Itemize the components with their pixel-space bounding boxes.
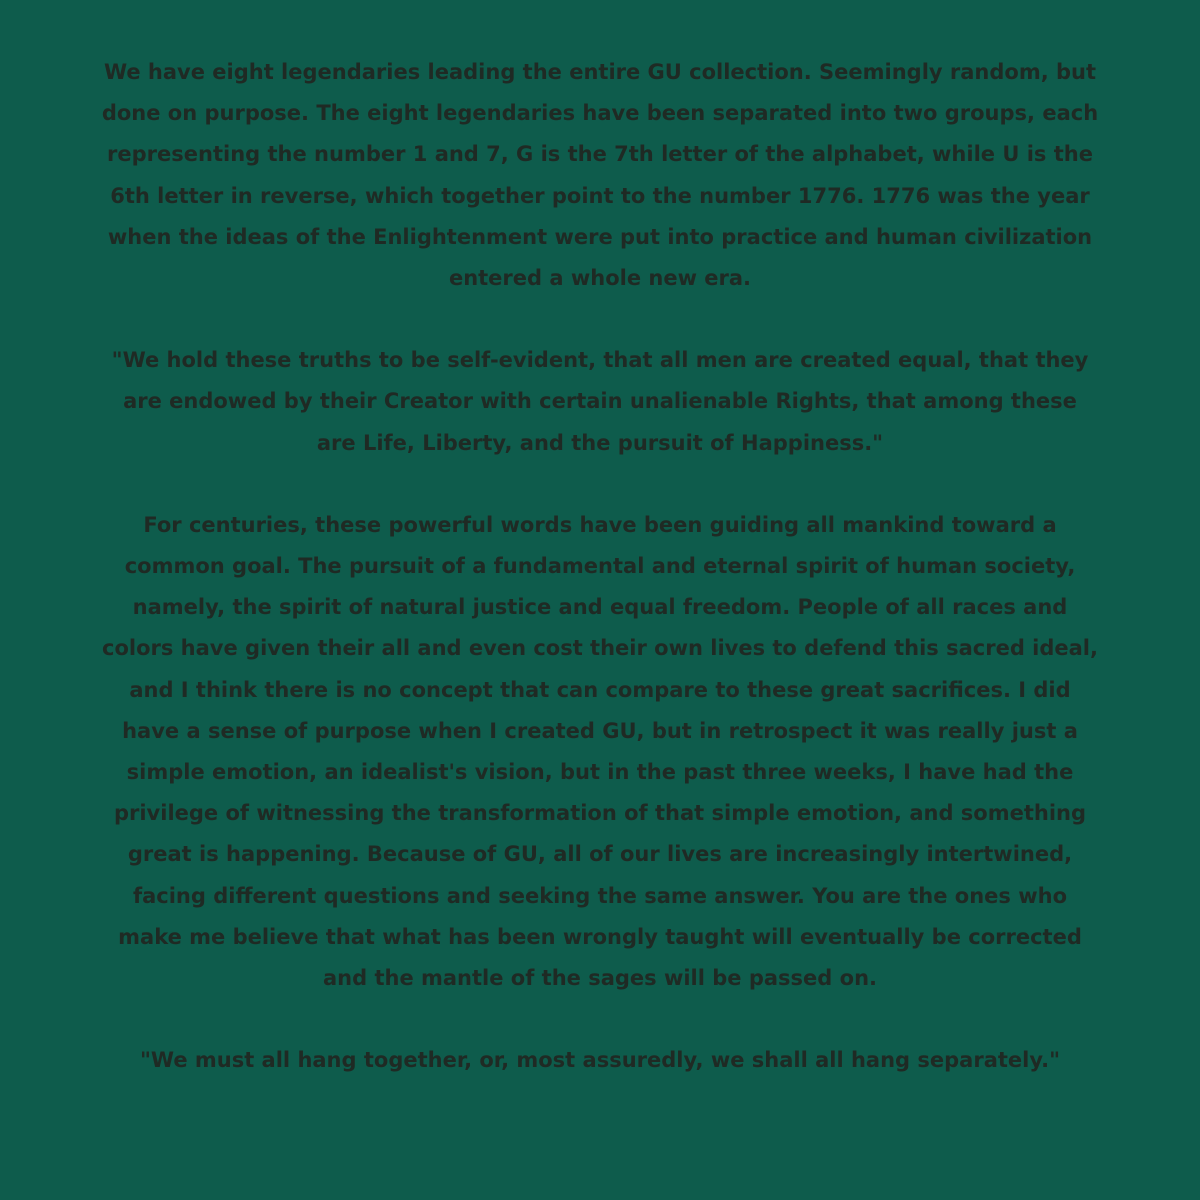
paragraph-spacer	[40, 299, 1160, 340]
paragraph-spacer	[40, 464, 1160, 505]
paragraph-declaration-quote: "We hold these truths to be self-evident, that all men are created equal, that they are endowed by their Creator with certain unalienable Rights, that among these are Life, Liberty, and the pursuit of Happiness."	[111, 348, 1089, 455]
paragraph-spacer	[40, 999, 1160, 1040]
paragraph-closing-quote: "We must all hang together, or, most assuredly, we shall all hang separately."	[139, 1048, 1061, 1073]
paragraph-intro: We have eight legendaries leading the entire GU collection. Seemingly random, but done on purpose. The eight legendaries have been separated into two groups, each representing the number 1 and 7, G is the 7th letter of the alphabet, while U is the 6th letter in reverse, which together point to the number 1776. 1776 was the year when the ideas of the Enlightenment were put into practice and human civilization entered a whole new era.	[101, 60, 1099, 291]
paragraph-centuries: For centuries, these powerful words have been guiding all mankind toward a common goal. The pursuit of a fundamental and eternal spirit of human society, namely, the spirit of natural justice and equal freedom. People of all races and colors have given their all and even cost their own lives to defend this sacred ideal, and I think there is no concept that can compare to these great sacrifices. I did have a sense of purpose when I created GU, but in retrospect it was really just a simple emotion, an idealist's vision, but in the past three weeks, I have had the privilege of witnessing the transformation of that simple emotion, and something great is happening. Because of GU, all of our lives are increasingly intertwined, facing different questions and seeking the same answer. You are the ones who make me believe that what has been wrongly taught will eventually be corrected and the mantle of the sages will be passed on.	[102, 512, 1098, 991]
